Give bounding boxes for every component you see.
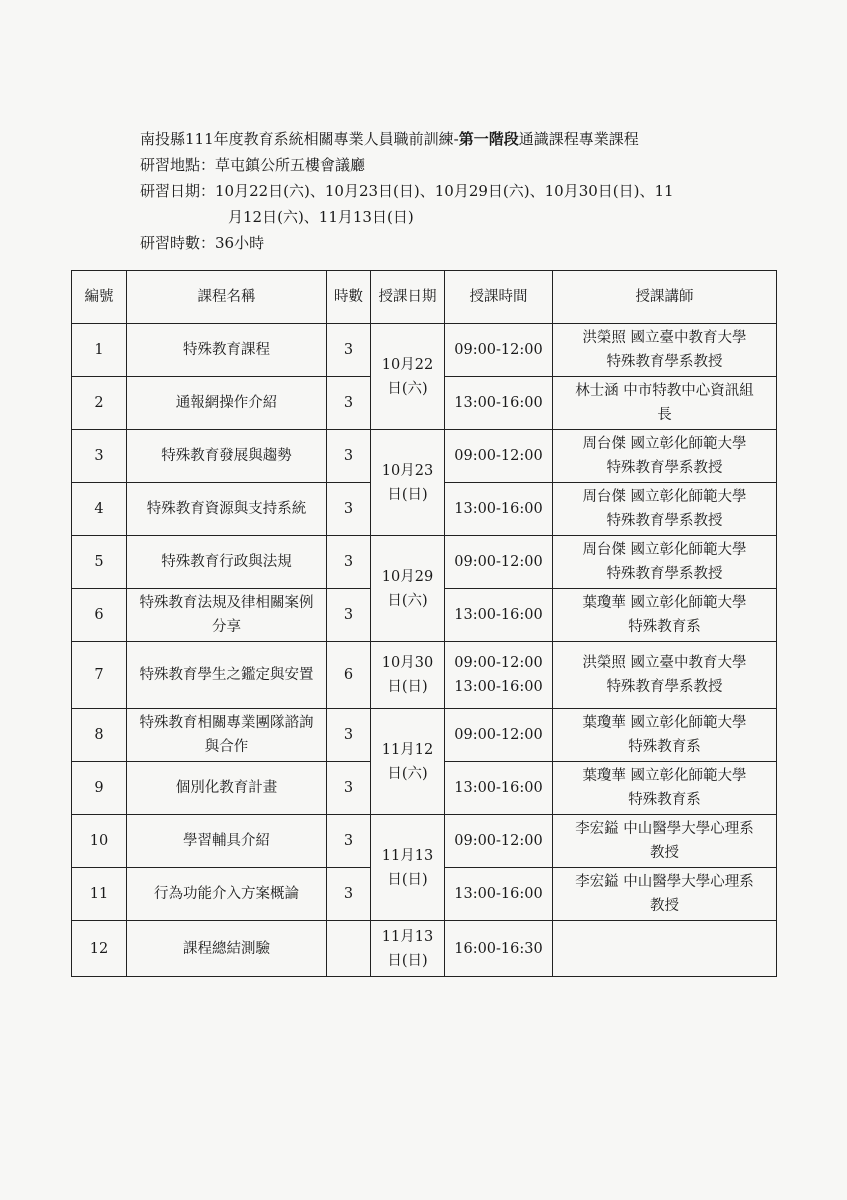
training-location: 研習地點：草屯鎮公所五樓會議廳 [140, 156, 366, 174]
row-instructor [553, 536, 777, 589]
training-hours: 研習時數：36小時 [140, 234, 265, 252]
row-no: 4 [72, 483, 127, 536]
row-date: 10月30日(日) [371, 642, 445, 709]
row-no: 1 [72, 324, 127, 377]
row-course-name: 特殊教育法規及律相關案例分享 [127, 589, 327, 642]
header-course-name: 課程名稱 [127, 271, 327, 324]
row-no: 9 [72, 762, 127, 815]
row-course-name: 個別化教育計畫 [127, 762, 327, 815]
row-course-name: 課程總結測驗 [127, 921, 327, 977]
instructor-line: 葉瓊華 國立彰化師範大學 [582, 715, 747, 731]
instructor-line: 特殊教育學系教授 [606, 566, 723, 582]
row-no: 11 [72, 868, 127, 921]
schedule-table [71, 270, 777, 977]
row-instructor [553, 709, 777, 762]
table-row [72, 709, 777, 762]
row-instructor [553, 589, 777, 642]
row-course-name: 通報網操作介紹 [127, 377, 327, 430]
time-line: 09:00-12:00 [454, 655, 543, 671]
row-no: 8 [72, 709, 127, 762]
row-hours [327, 921, 371, 977]
instructor-line: 特殊教育學系教授 [606, 460, 723, 476]
instructor-line: 林士涵 中市特教中心資訊組 [575, 383, 754, 399]
instructor-line: 特殊教育學系教授 [606, 513, 723, 529]
row-instructor [553, 642, 777, 709]
row-hours: 6 [327, 642, 371, 709]
time-line: 13:00-16:00 [454, 679, 543, 695]
row-no: 2 [72, 377, 127, 430]
row-hours: 3 [327, 762, 371, 815]
row-no: 10 [72, 815, 127, 868]
instructor-line: 周台傑 國立彰化師範大學 [582, 542, 747, 558]
table-row [72, 642, 777, 709]
row-no: 7 [72, 642, 127, 709]
instructor-line: 洪榮照 國立臺中教育大學 [582, 330, 747, 346]
row-time: 09:00-12:00 [445, 430, 553, 483]
document-title [140, 126, 760, 152]
instructor-line: 特殊教育學系教授 [606, 354, 723, 370]
row-date: 10月29日(六) [371, 536, 445, 642]
training-dates-continued: 月12日(六)、11月13日(日) [228, 208, 414, 226]
row-hours: 3 [327, 430, 371, 483]
header-no: 編號 [72, 271, 127, 324]
row-instructor [553, 324, 777, 377]
header-time: 授課時間 [445, 271, 553, 324]
row-course-name: 特殊教育發展與趨勢 [127, 430, 327, 483]
row-time: 09:00-12:00 [445, 815, 553, 868]
instructor-line: 洪榮照 國立臺中教育大學 [582, 655, 747, 671]
row-time: 13:00-16:00 [445, 483, 553, 536]
row-course-name: 特殊教育學生之鑑定與安置 [127, 642, 327, 709]
instructor-line: 周台傑 國立彰化師範大學 [582, 489, 747, 505]
row-date: 10月22日(六) [371, 324, 445, 430]
instructor-line: 特殊教育學系教授 [606, 679, 723, 695]
row-no: 6 [72, 589, 127, 642]
instructor-line: 特殊教育系 [628, 619, 701, 635]
row-instructor [553, 921, 777, 977]
row-date: 11月12日(六) [371, 709, 445, 815]
row-hours: 3 [327, 868, 371, 921]
row-course-name: 學習輔具介紹 [127, 815, 327, 868]
header-instructor: 授課講師 [553, 271, 777, 324]
instructor-line: 周台傑 國立彰化師範大學 [582, 436, 747, 452]
instructor-line: 長 [657, 407, 672, 423]
instructor-line: 教授 [650, 845, 679, 861]
header-date: 授課日期 [371, 271, 445, 324]
title-suffix: 通識課程專業課程 [518, 130, 639, 148]
row-date: 11月13日(日) [371, 921, 445, 977]
row-time: 13:00-16:00 [445, 377, 553, 430]
row-hours: 3 [327, 709, 371, 762]
instructor-line: 教授 [650, 898, 679, 914]
row-course-name: 特殊教育行政與法規 [127, 536, 327, 589]
row-course-name: 特殊教育課程 [127, 324, 327, 377]
row-time [445, 642, 553, 709]
row-instructor [553, 483, 777, 536]
training-dates: 研習日期：10月22日(六)、10月23日(日)、10月29日(六)、10月30日(日)、11 [140, 182, 674, 200]
row-hours: 3 [327, 377, 371, 430]
row-course-name: 特殊教育資源與支持系統 [127, 483, 327, 536]
row-hours: 3 [327, 589, 371, 642]
row-instructor [553, 868, 777, 921]
instructor-line: 特殊教育系 [628, 792, 701, 808]
instructor-line: 葉瓊華 國立彰化師範大學 [582, 768, 747, 784]
row-time: 09:00-12:00 [445, 536, 553, 589]
row-no: 3 [72, 430, 127, 483]
instructor-line: 葉瓊華 國立彰化師範大學 [582, 595, 747, 611]
row-instructor [553, 377, 777, 430]
row-date: 10月23日(日) [371, 430, 445, 536]
instructor-line: 特殊教育系 [628, 739, 701, 755]
row-no: 12 [72, 921, 127, 977]
row-hours: 3 [327, 483, 371, 536]
row-hours: 3 [327, 815, 371, 868]
document-header [140, 126, 760, 256]
instructor-line: 李宏鎰 中山醫學大學心理系 [575, 821, 754, 837]
table-row [72, 324, 777, 377]
row-no: 5 [72, 536, 127, 589]
title-stage: 第一階段 [458, 130, 519, 148]
instructor-line: 李宏鎰 中山醫學大學心理系 [575, 874, 754, 890]
table-row [72, 921, 777, 977]
row-hours: 3 [327, 536, 371, 589]
row-date: 11月13日(日) [371, 815, 445, 921]
row-instructor [553, 815, 777, 868]
row-time: 09:00-12:00 [445, 324, 553, 377]
table-row [72, 536, 777, 589]
table-header-row [72, 271, 777, 324]
row-course-name: 特殊教育相關專業團隊諮詢與合作 [127, 709, 327, 762]
row-hours: 3 [327, 324, 371, 377]
header-hours: 時數 [327, 271, 371, 324]
row-instructor [553, 762, 777, 815]
row-time: 13:00-16:00 [445, 762, 553, 815]
row-time: 13:00-16:00 [445, 868, 553, 921]
title-prefix: 南投縣111年度教育系統相關專業人員職前訓練- [140, 130, 459, 148]
row-time: 13:00-16:00 [445, 589, 553, 642]
table-row [72, 430, 777, 483]
row-course-name: 行為功能介入方案概論 [127, 868, 327, 921]
row-instructor [553, 430, 777, 483]
row-time: 09:00-12:00 [445, 709, 553, 762]
row-time: 16:00-16:30 [445, 921, 553, 977]
table-row [72, 815, 777, 868]
